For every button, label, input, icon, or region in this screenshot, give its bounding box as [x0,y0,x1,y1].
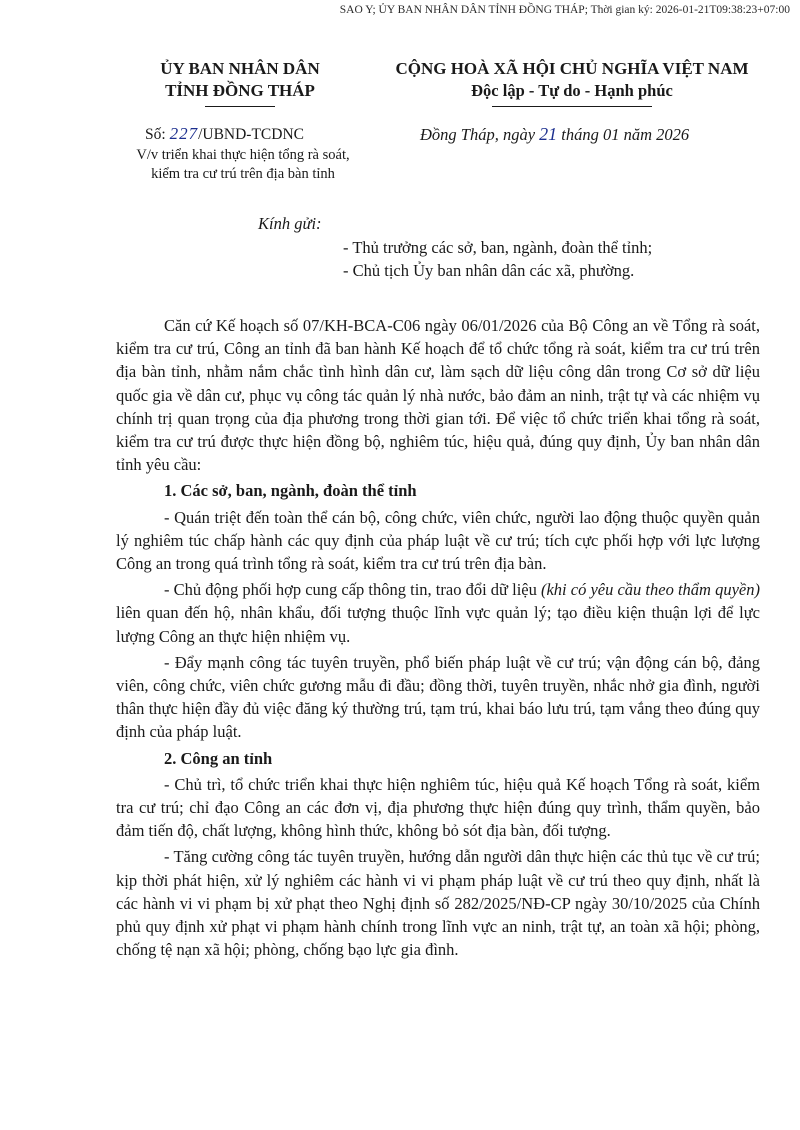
document-subject [108,146,378,184]
recipient-list [343,236,652,282]
date-suffix: tháng 01 năm 2026 [557,125,690,144]
intro-paragraph: Căn cứ Kế hoạch số 07/KH-BCA-C06 ngày 06/01/2026 của Bộ Công an về Tổng rà soát, kiểm tra cư trú, Công an tỉnh đã ban hành Kế hoạch để tổ chức tổng rà soát, kiểm tra cư trú trên địa bàn tỉnh, nhằm nắm chắc tình hình dân cư, làm sạch dữ liệu công dân trong Cơ sở dữ liệu quốc gia về dân cư, phục vụ công tác quản lý nhà nước, bảo đảm an ninh, trật tự và các nhiệm vụ chính trị quan trọng của địa phương trong thời gian tới. Để việc tổ chức triển khai tổng rà soát, kiểm tra cư trú được thực hiện đồng bộ, nghiêm túc, hiệu quả, đúng quy định, Ủy ban nhân dân tỉnh yêu cầu: [116,316,760,475]
date-line [420,124,689,145]
national-motto-header [372,58,772,107]
section-1-paragraph-3: - Đẩy mạnh công tác tuyên truyền, phổ biến pháp luật về cư trú; vận động cán bộ, đảng viên, công chức, viên chức gương mẫu đi đầu; đồng thời, tuyên truyền, nhắc nhở gia đình, người thân thực hiện đầy đủ việc đăng ký thường trú, tạm trú, khai báo lưu trú, tạm vắng theo đúng quy định của pháp luật. [116,652,760,742]
recipient-item: - Thủ trưởng các sở, ban, ngành, đoàn thể tỉnh; [343,238,653,257]
section-2-paragraph-2: - Tăng cường công tác tuyên truyền, hướng dẫn người dân thực hiện các thủ tục về cư trú; kịp thời phát hiện, xử lý nghiêm các hành vi vi phạm pháp luật về cư trú theo quy định, nhất là các hành vi vi phạm bị xử phạt theo Nghị định số 282/2025/NĐ-CP ngày 30/10/2025 của Chính phủ quy định xử phạt vi phạm hành chính trong lĩnh vực an ninh, trật tự, an toàn xã hội; phòng, chống tệ nạn xã hội; phòng, chống bạo lực gia đình. [116,847,760,960]
issuing-agency-header [120,58,360,107]
date-day-handwritten: 21 [539,124,558,144]
nation-title: CỘNG HOÀ XÃ HỘI CHỦ NGHĨA VIỆT NAM [395,59,749,78]
section-2-heading: 2. Công an tỉnh [164,748,273,768]
document-number [145,124,304,144]
agency-underline [205,106,275,107]
s1-p2-end: liên quan đến hộ, nhân khẩu, đối tượng thuộc lĩnh vực quản lý; tạo điều kiện thuận lợi để lực lượng Công an thực hiện nhiệm vụ. [116,603,760,646]
date-prefix: Đồng Tháp, ngày [420,125,540,144]
subject-line-2: kiểm tra cư trú trên địa bàn tỉnh [151,166,335,182]
document-number-suffix: /UBND-TCDNC [198,126,304,143]
s1-p2-italic: (khi có yêu cầu theo thẩm quyền) [540,580,760,600]
section-1-paragraph-2 [116,578,760,648]
document-number-handwritten: 227 [169,124,199,143]
salutation-label: Kính gửi: [258,214,322,233]
agency-line-1: ỦY BAN NHÂN DÂN [160,59,320,78]
nation-motto: Độc lập - Tự do - Hạnh phúc [471,81,673,100]
section-2-paragraph-1: - Chủ trì, tổ chức triển khai thực hiện nghiêm túc, hiệu quả Kế hoạch Tổng rà soát, kiểm tra cư trú; chỉ đạo Công an các đơn vị, địa phương thực hiện đúng quy trình, thẩm quyền, bảo đảm tiến độ, chất lượng, không hình thức, không bỏ sót địa bàn, đối tượng. [116,774,760,841]
digital-signature-stamp: SAO Y; ỦY BAN NHÂN DÂN TỈNH ĐỒNG THÁP; Thời gian ký: 2026-01-21T09:38:23+07:00 [339,4,790,16]
subject-line-1: V/v triển khai thực hiện tổng rà soát, [136,147,350,163]
motto-underline [492,106,652,107]
section-1-heading: 1. Các sở, ban, ngành, đoàn thể tỉnh [164,481,417,501]
s1-p2-start: - Chủ động phối hợp cung cấp thông tin, trao đổi dữ liệu [164,580,541,600]
agency-line-2: TỈNH ĐỒNG THÁP [165,81,315,100]
document-number-prefix: Số: [145,126,170,143]
section-1-paragraph-1: - Quán triệt đến toàn thể cán bộ, công chức, viên chức, người lao động thuộc quyền quản lý nghiêm túc chấp hành các quy định của pháp luật về cư trú; tích cực phối hợp với lực lượng Công an trong quá trình tổng rà soát, kiểm tra cư trú trên địa bàn. [116,507,760,574]
document-body [116,314,760,964]
recipient-item: - Chủ tịch Ủy ban nhân dân các xã, phường. [343,261,635,280]
